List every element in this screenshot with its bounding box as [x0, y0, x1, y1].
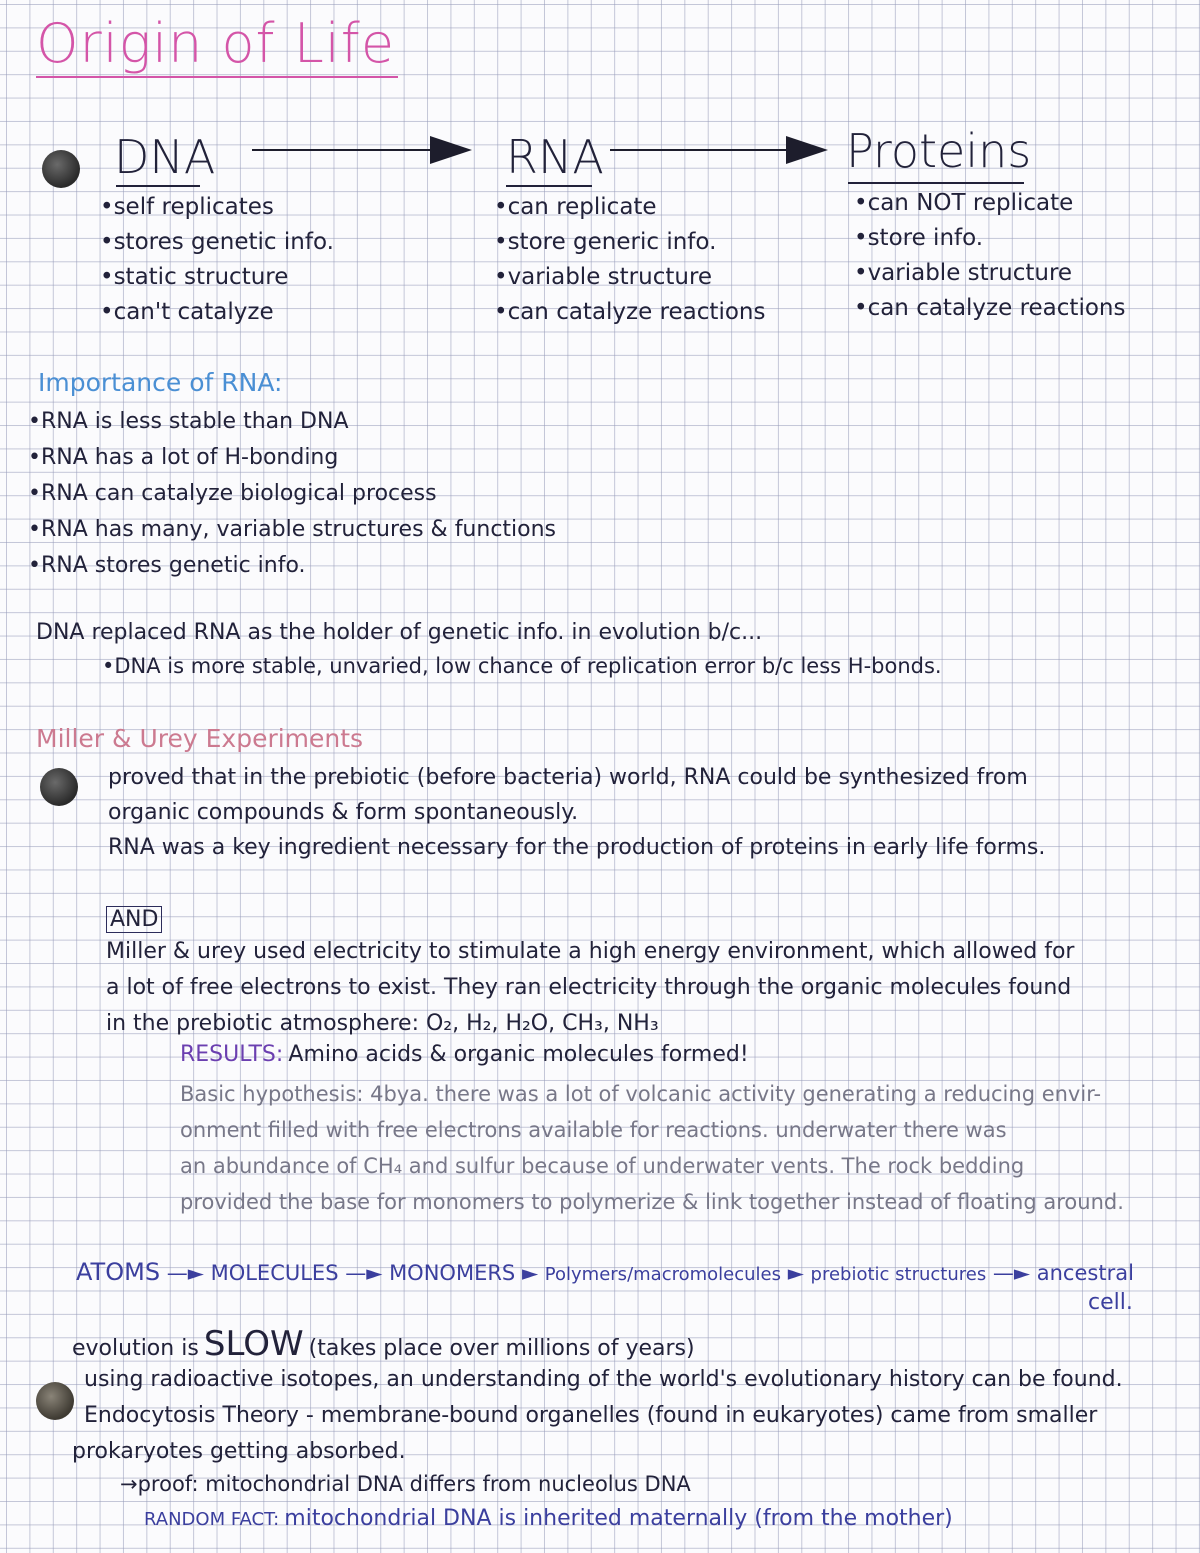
- experiment-description: [106, 934, 1074, 1042]
- chain-step-cell: cell.: [1088, 1290, 1133, 1315]
- evolution-body: [72, 1362, 1123, 1470]
- bullet-dot-icon: [36, 1382, 74, 1420]
- text-line: an abundance of CH₄ and sulfur because of underwater vents. The rock bedding: [180, 1154, 1025, 1178]
- results-label: RESULTS:: [180, 1042, 284, 1067]
- text-line: organic compounds & form spontaneously.: [108, 800, 579, 825]
- random-fact-label: RANDOM FACT:: [144, 1509, 280, 1530]
- list-item: •variable structure: [854, 260, 1073, 286]
- slow-emphasis: SLOW: [203, 1324, 304, 1364]
- list-item: •static structure: [100, 264, 289, 290]
- text-line: Endocytosis Theory - membrane-bound organelles (found in eukaryotes) came from smaller: [84, 1403, 1098, 1428]
- list-item: •RNA has a lot of H-bonding: [28, 445, 339, 470]
- chain-arrow-icon: —►: [992, 1261, 1031, 1285]
- list-item: •RNA stores genetic info.: [28, 553, 306, 578]
- text-line: onment filled with free electrons available for reactions. underwater there was: [180, 1118, 1007, 1142]
- column-heading-rna: RNA: [506, 130, 604, 184]
- list-item: •RNA can catalyze biological process: [28, 481, 437, 506]
- chain-arrow-icon: —►: [166, 1261, 204, 1285]
- miller-urey-heading: Miller & Urey Experiments: [36, 724, 364, 753]
- arrow-line: [610, 149, 790, 151]
- title-underline: [36, 76, 398, 78]
- column-underline: [116, 185, 200, 187]
- importance-list: [28, 404, 556, 584]
- chain-step-prebiotic: prebiotic structures: [810, 1264, 987, 1285]
- and-label: AND: [106, 906, 162, 933]
- bullet-dot-icon: [40, 768, 78, 806]
- list-item: •can NOT replicate: [854, 190, 1074, 216]
- arrow-right-icon: [430, 136, 472, 164]
- proteins-properties-list: [854, 186, 1125, 326]
- text-line: a lot of free electrons to exist. They ran electricity through the organic molecules found: [106, 975, 1072, 1000]
- arrow-line: [252, 149, 437, 151]
- list-item: •can catalyze reactions: [494, 299, 766, 325]
- importance-heading: Importance of RNA:: [38, 368, 283, 397]
- text-fragment: (takes place over millions of years): [308, 1336, 695, 1361]
- dna-properties-list: [100, 190, 334, 330]
- replaced-line-1: DNA replaced RNA as the holder of genetic info. in evolution b/c...: [36, 620, 763, 645]
- bullet-dot-icon: [42, 150, 80, 188]
- text-line: in the prebiotic atmosphere: O₂, H₂, H₂O, CH₃, NH₃: [106, 1011, 659, 1036]
- list-item: •can replicate: [494, 194, 657, 220]
- list-item: •can catalyze reactions: [854, 295, 1126, 321]
- chain-step-molecules: MOLECULES: [210, 1261, 339, 1285]
- list-item: •store info.: [854, 225, 984, 251]
- replaced-line-2: •DNA is more stable, unvaried, low chance of replication error b/c less H-bonds.: [102, 654, 942, 678]
- list-item: •self replicates: [100, 194, 274, 220]
- chain-arrow-icon: ►: [521, 1261, 539, 1285]
- miller-urey-summary: [108, 760, 1045, 865]
- list-item: •store generic info.: [494, 229, 717, 255]
- arrow-right-icon: [786, 136, 828, 164]
- results-text: Amino acids & organic molecules formed!: [288, 1042, 749, 1067]
- text-line: using radioactive isotopes, an understanding of the world's evolutionary history can be found.: [84, 1367, 1123, 1392]
- text-line: Basic hypothesis: 4bya. there was a lot of volcanic activity generating a reducing envir-: [180, 1082, 1102, 1106]
- page-title: Origin of Life: [36, 12, 396, 75]
- hypothesis-block: [180, 1076, 1124, 1220]
- chain-step-ancestral: ancestral: [1036, 1261, 1134, 1285]
- random-fact-text: mitochondrial DNA is inherited maternally (from the mother): [284, 1506, 953, 1531]
- chain-arrow-icon: —►: [345, 1261, 383, 1285]
- chain-arrow-icon: ►: [787, 1261, 804, 1285]
- evolution-line-1: [72, 1324, 695, 1364]
- column-underline: [506, 185, 592, 187]
- column-heading-proteins: Proteins: [846, 124, 1032, 178]
- proof-line: →proof: mitochondrial DNA differs from nucleolus DNA: [120, 1472, 691, 1496]
- chain-step-atoms: ATOMS: [76, 1258, 161, 1286]
- list-item: •variable structure: [494, 264, 713, 290]
- list-item: •stores genetic info.: [100, 229, 334, 255]
- results-line: [180, 1042, 749, 1067]
- chain-step-monomers: MONOMERS: [389, 1261, 516, 1285]
- list-item: •RNA is less stable than DNA: [28, 409, 349, 434]
- text-line: RNA was a key ingredient necessary for the production of proteins in early life forms.: [108, 835, 1046, 860]
- hierarchy-chain: [76, 1258, 1134, 1286]
- column-underline: [848, 182, 1024, 184]
- rna-properties-list: [494, 190, 765, 330]
- text-line: Miller & urey used electricity to stimulate a high energy environment, which allowed for: [106, 939, 1075, 964]
- text-line: provided the base for monomers to polymerize & link together instead of floating around.: [180, 1190, 1124, 1214]
- text-line: proved that in the prebiotic (before bacteria) world, RNA could be synthesized from: [108, 765, 1028, 790]
- text-line: prokaryotes getting absorbed.: [72, 1439, 406, 1464]
- text-fragment: evolution is: [72, 1336, 199, 1361]
- column-heading-dna: DNA: [114, 130, 216, 184]
- random-fact-line: [144, 1506, 953, 1531]
- list-item: •RNA has many, variable structures & functions: [28, 517, 557, 542]
- list-item: •can't catalyze: [100, 299, 274, 325]
- chain-step-polymers: Polymers/macromolecules: [544, 1264, 781, 1285]
